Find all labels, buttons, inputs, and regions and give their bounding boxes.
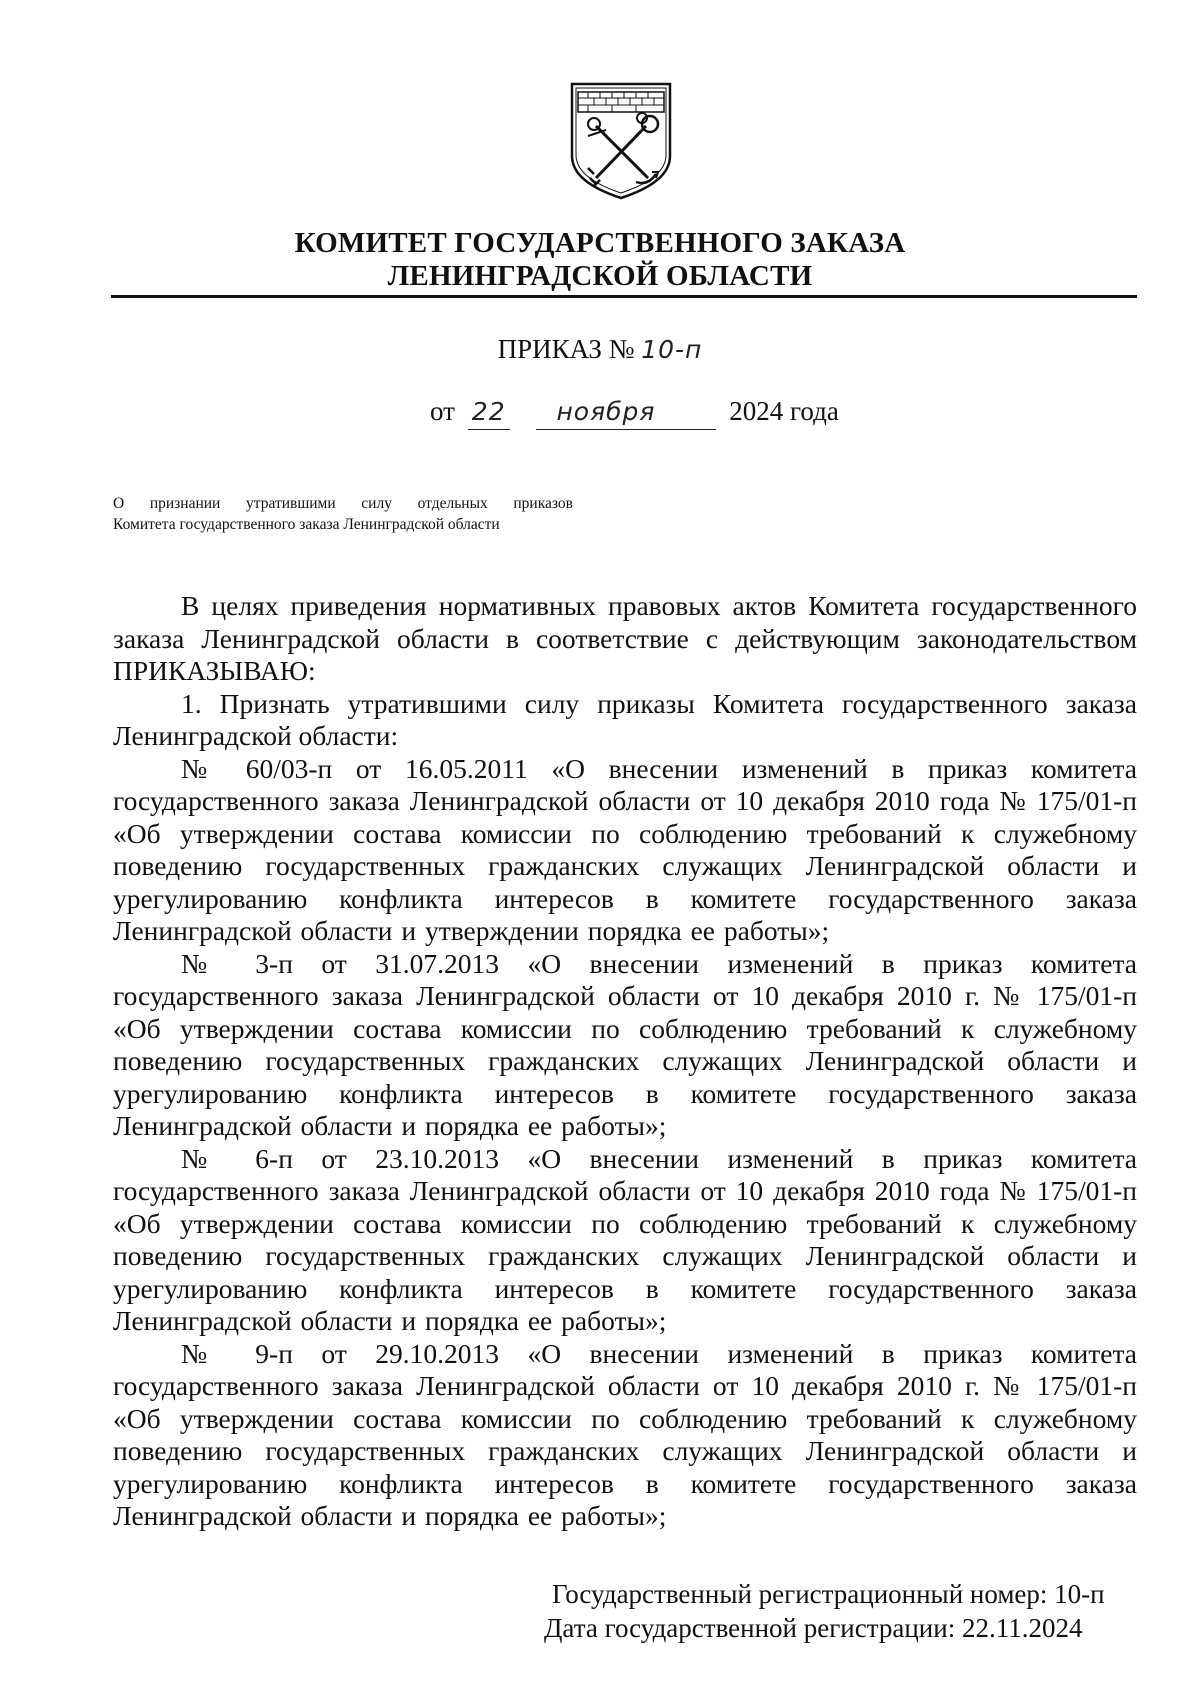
org-title-line2: ЛЕНИНГРАДСКОЙ ОБЛАСТИ xyxy=(387,260,813,292)
order-date xyxy=(430,394,839,430)
subject-line2: Комитета государственного заказа Ленинградской области xyxy=(113,516,500,533)
order-date-day: 22 xyxy=(468,395,510,430)
order-date-month: ноября xyxy=(536,395,716,430)
body-act-item: № 60/03-п от 16.05.2011 «О внесении изменений в приказ комитета государственного заказа Ленинградской области от 10 декабря 2010 года № 175/01-п «Об утверждении состава комиссии по соблюдению требований к служебному поведению государственных гражданских служащих Ленинградской области и урегулированию конфликта интересов в комитете государственного заказа Ленинградской области и утверждении порядка ее работы»; xyxy=(113,752,1137,946)
order-number xyxy=(0,332,1200,367)
registration-number: Государственный регистрационный номер: 10-п xyxy=(552,1579,1105,1609)
header-divider xyxy=(111,295,1137,298)
body-act-item: № 6-п от 23.10.2013 «О внесении изменений в приказ комитета государственного заказа Ленинградской области от 10 декабря 2010 года № 175/01-п «Об утверждении состава комиссии по соблюдению требований к служебному поведению государственных гражданских служащих Ленинградской области и урегулированию конфликта интересов в комитете государственного заказа Ленинградской области и порядка ее работы»; xyxy=(113,1142,1137,1336)
registration-stamp xyxy=(544,1577,1105,1645)
order-number-label: ПРИКАЗ № xyxy=(497,334,635,364)
body-item1: 1. Признать утратившими силу приказы Комитета государственного заказа Ленинградской области: xyxy=(113,687,1137,751)
order-subject xyxy=(113,493,573,535)
body-intro: В целях приведения нормативных правовых актов Комитета государственного заказа Ленинградской области в соответствие с действующим законодательством ПРИКАЗЫВАЮ: xyxy=(113,590,1137,686)
order-date-year: 2024 года xyxy=(729,396,839,426)
order-date-prefix: от xyxy=(430,396,455,426)
body-act-item: № 3-п от 31.07.2013 «О внесении изменений в приказ комитета государственного заказа Ленинградской области от 10 декабря 2010 г. № 175/01-п «Об утверждении состава комиссии по соблюдению требований к служебному поведению государственных гражданских служащих Ленинградской области и урегулированию конфликта интересов в комитете государственного заказа Ленинградской области и порядка ее работы»; xyxy=(113,947,1137,1141)
coat-of-arms-icon xyxy=(566,78,676,202)
org-title-line1: КОМИТЕТ ГОСУДАРСТВЕННОГО ЗАКАЗА xyxy=(294,227,906,259)
registration-date: Дата государственной регистрации: 22.11.2024 xyxy=(544,1613,1083,1643)
body-act-item: № 9-п от 29.10.2013 «О внесении изменений в приказ комитета государственного заказа Ленинградской области от 10 декабря 2010 г. № 175/01-п «Об утверждении состава комиссии по соблюдению требований к служебному поведению государственных гражданских служащих Ленинградской области и урегулированию конфликта интересов в комитете государственного заказа Ленинградской области и порядка ее работы»; xyxy=(113,1337,1137,1531)
subject-line1: О признании утратившими силу отдельных приказов xyxy=(113,495,573,512)
order-body xyxy=(113,590,1137,1533)
order-number-value: 10-п xyxy=(641,335,703,364)
